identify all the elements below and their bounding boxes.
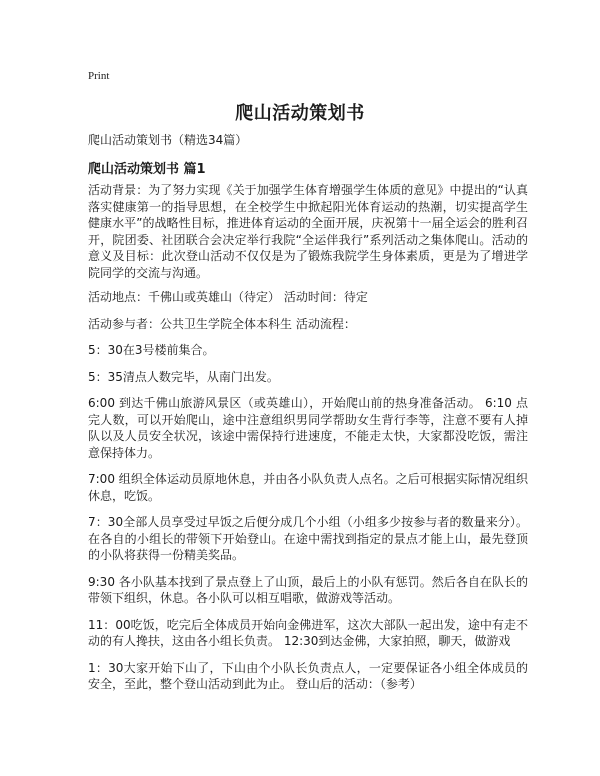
- paragraph-step-0535: 5：35清点人数完毕，从南门出发。: [88, 369, 279, 384]
- document-body: [88, 182, 528, 703]
- paragraph-background: 活动背景：为了努力实现《关于加强学生体育增强学生体质的意见》中提出的“认真落实健康第一的指导思想，在全校学生中掀起阳光体育运动的热潮，切实提高学生健康水平”的战略性目标，推进体育运动的全面开展，庆祝第十一届全运会的胜利召开，院团委、社团联合会决定举行我院“全运伴我行”系列活动之集体爬山。活动的意义及目标：此次登山活动不仅仅是为了锻炼我院学生身体素质，更是为了增进学院同学的交流与沟通。: [88, 183, 528, 280]
- print-link[interactable]: Print: [88, 70, 110, 82]
- section-heading: 爬山活动策划书 篇1: [88, 162, 206, 177]
- page-title: 爬山活动策划书: [235, 103, 365, 124]
- paragraph-step-0600: 6:00 到达千佛山旅游风景区（或英雄山），开始爬山前的热身准备活动。 6:10 点完人数，可以开始爬山，途中注意组织男同学帮助女生背行李等，注意不要有人掉队以及人员安全状况，该途中需保持行进速度，不能走太快，大家都没吃饭，需注意保持体力。: [88, 396, 528, 460]
- paragraph-step-0730: 7：30全部人员享受过早饭之后便分成几个小组（小组多少按参与者的数量来分）。在各自的小组长的带领下开始登山。在途中需找到指定的景点才能上山，最先登顶的小队将获得一份精美奖品。: [88, 515, 528, 562]
- paragraph-step-0700: 7:00 组织全体运动员原地休息，并由各小队负责人点名。之后可根据实际情况组织休息，吃饭。: [88, 472, 528, 503]
- paragraph-step-1100: 11：00吃饭，吃完后全体成员开始向金佛进军，这次大部队一起出发，途中有走不动的有人搀扶，这由各小组长负责。 12:30到达金佛，大家拍照，聊天，做游戏: [88, 617, 528, 648]
- paragraph-step-0130: 1：30大家开始下山了，下山由个小队长负责点人，一定要保证各小组全体成员的安全，至此，整个登山活动到此为止。 登山后的活动：（参考）: [88, 660, 528, 691]
- document-subtitle: 爬山活动策划书（精选34篇）: [88, 133, 248, 147]
- paragraph-step-0930: 9:30 各小队基本找到了景点登上了山顶，最后上的小队有惩罚。然后各自在队长的带领下组织，休息。各小队可以相互唱歌，做游戏等活动。: [88, 574, 528, 605]
- paragraph-step-0530: 5：30在3号楼前集合。: [88, 343, 215, 357]
- paragraph-location-time: 活动地点：千佛山或英雄山（待定） 活动时间：待定: [88, 290, 368, 304]
- paragraph-participants: 活动参与者：公共卫生学院全体本科生 活动流程：: [88, 316, 356, 331]
